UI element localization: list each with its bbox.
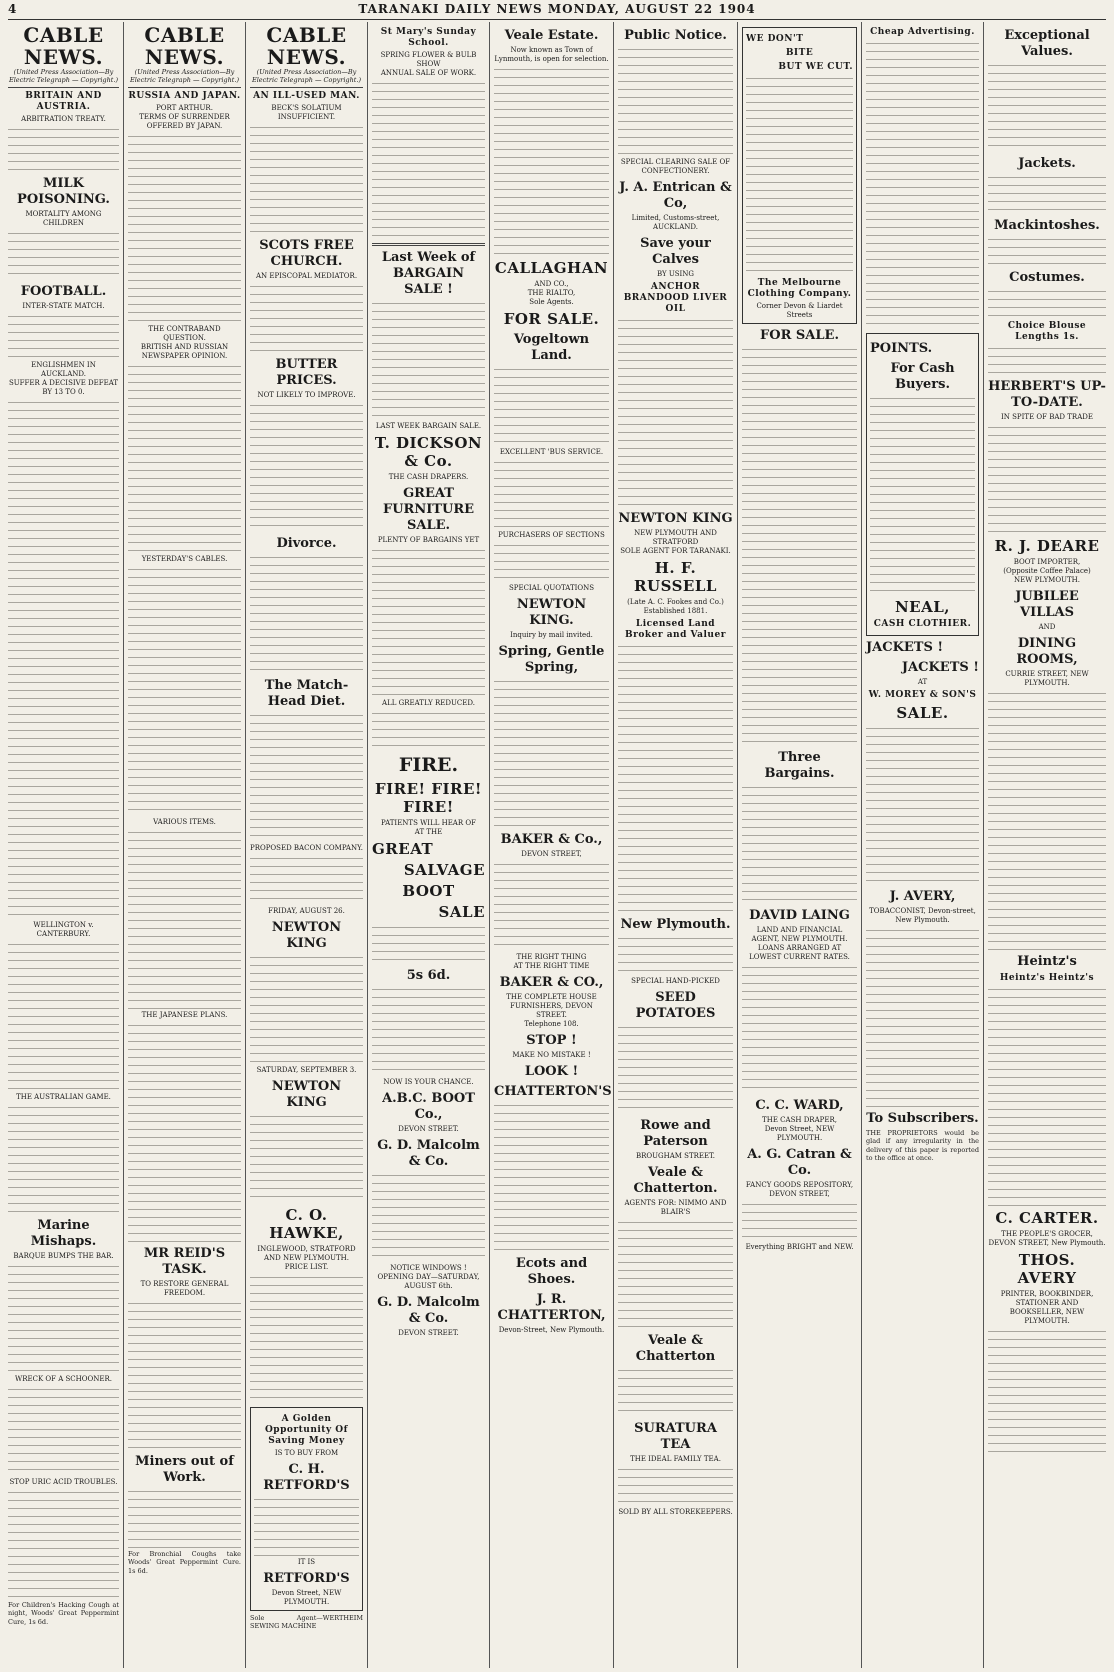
ad-heading: DINING ROOMS, — [1016, 636, 1078, 667]
article-text — [372, 300, 485, 420]
ad-heading: T. DICKSON & Co. — [374, 434, 483, 470]
melbourne-clothing-ad — [742, 27, 857, 324]
ad-line: DEVON STREET. — [398, 1125, 459, 1133]
ad-heading: FIRE. — [398, 754, 459, 776]
ad-line: (Late A. C. Fookes and Co.) — [627, 598, 724, 606]
ad-line: LOANS ARRANGED AT LOWEST CURRENT RATES. — [749, 944, 850, 961]
ad-line: OPENING DAY—SATURDAY, AUGUST 6th. — [377, 1273, 480, 1290]
ad-heading: FOR SALE. — [503, 310, 600, 328]
ad-line: TOBACCONIST, Devon-street, New Plymouth. — [869, 907, 976, 924]
cable-news-heading: CABLE NEWS. — [266, 23, 347, 69]
article-text — [746, 75, 853, 275]
ad-heading: JACKETS ! — [866, 640, 944, 655]
section-heading: MR REID'S TASK. — [143, 1246, 226, 1277]
article-text — [8, 1263, 119, 1373]
article-text — [8, 230, 119, 280]
ad-heading: FIRE! FIRE! FIRE! — [374, 780, 483, 816]
ad-heading: J. R. CHATTERTON, — [497, 1292, 606, 1323]
ad-heading: C. C. WARD, — [755, 1098, 844, 1113]
ad-line: THE COMPLETE HOUSE FURNISHERS, DEVON STREET. — [506, 993, 597, 1019]
ad-heading: Veale Estate. — [504, 28, 599, 43]
credit-line: (United Press Association—By Electric Telegraph — Copyright.) — [8, 68, 118, 84]
ad-heading: R. J. DEARE — [994, 537, 1100, 555]
ad-line: SPECIAL CLEARING SALE OF CONFECTIONERY. — [620, 158, 731, 175]
article-text — [372, 80, 485, 240]
ad-heading: J. AVERY, — [889, 889, 956, 904]
subheading: AN EPISCOPAL MEDIATOR. — [255, 272, 358, 280]
ad-line: SOLD BY ALL STOREKEEPERS. — [618, 1508, 733, 1516]
ad-line: THE CASH DRAPER, — [762, 1116, 837, 1124]
article-text — [988, 986, 1106, 1206]
column-4 — [368, 22, 490, 1668]
ad-heading: HERBERT'S UP-TO-DATE. — [988, 379, 1106, 410]
article-text — [988, 345, 1106, 375]
ad-heading: FOR SALE. — [760, 328, 839, 343]
article-text — [8, 313, 119, 359]
ad-heading: BITE — [785, 48, 814, 58]
ad-heading: CASH CLOTHIER. — [873, 619, 972, 629]
subheading: TERMS OF SURRENDER OFFERED BY JAPAN. — [139, 113, 230, 130]
section-heading: FOOTBALL. — [20, 284, 107, 299]
article-text — [742, 1201, 857, 1241]
article-text — [250, 402, 363, 532]
article-text — [988, 288, 1106, 318]
ad-line: CURRIE STREET, NEW PLYMOUTH. — [1005, 670, 1089, 687]
ad-line: Established 1881. — [643, 607, 708, 615]
ad-line: Devon Street, NEW PLYMOUTH. — [271, 1589, 342, 1606]
ad-line: THE IDEAL FAMILY TEA. — [630, 1455, 721, 1463]
subheading: THE JAPANESE PLANS. — [141, 1011, 228, 1019]
article-text — [372, 710, 485, 750]
article-text — [742, 964, 857, 1094]
column-3 — [246, 22, 368, 1668]
subheading: THE CONTRABAND QUESTION. — [148, 325, 221, 342]
article-text — [250, 283, 363, 353]
ad-line: Devon Street, NEW PLYMOUTH. — [764, 1125, 835, 1142]
ad-line: LAND AND FINANCIAL AGENT, NEW PLYMOUTH. — [751, 926, 848, 943]
ad-heading: C. H. RETFORD'S — [263, 1462, 350, 1493]
ad-line: THE CASH DRAPERS. — [388, 473, 469, 481]
ad-line: (Opposite Coffee Palace) — [1003, 567, 1091, 575]
article-text — [8, 1489, 119, 1599]
article-text — [128, 363, 241, 553]
ad-line: Sole Agents. — [529, 298, 574, 306]
article-text — [618, 317, 733, 507]
ad-heading: Exceptional Values. — [1004, 28, 1090, 59]
article-text — [494, 366, 609, 446]
article-text — [250, 124, 363, 234]
ad-line: BROUGHAM STREET. — [635, 1152, 716, 1160]
ad-heading: SALE — [438, 903, 485, 921]
subheading: INGLEWOOD, STRATFORD AND NEW PLYMOUTH. — [257, 1245, 356, 1262]
ad-line: Inquiry by mail invited. — [510, 631, 593, 639]
article-text — [8, 941, 119, 1091]
ad-line: THE PEOPLE'S GROCER, DEVON STREET, New Plymouth. — [988, 1230, 1106, 1247]
ad-line: Limited, Customs-street, AUCKLAND. — [631, 214, 720, 231]
article-text — [250, 1113, 363, 1203]
ad-line: PATIENTS WILL HEAR OF — [381, 819, 476, 827]
article-text — [128, 1488, 241, 1548]
ad-heading: Mackintoshes. — [994, 218, 1100, 233]
column-5 — [490, 22, 614, 1668]
section-heading: Miners out of Work. — [135, 1454, 234, 1485]
subheading: TO RESTORE GENERAL FREEDOM. — [140, 1280, 229, 1297]
column-1 — [4, 22, 124, 1668]
ad-heading: Heintz's Heintz's — [999, 973, 1095, 983]
ad-line: NEW PLYMOUTH. — [1014, 576, 1080, 584]
ad-heading: NEWTON KING — [618, 511, 733, 526]
ad-line: DEVON STREET. — [398, 1329, 459, 1337]
subheading: WELLINGTON v. CANTERBURY. — [33, 921, 94, 938]
ad-heading: BAKER & Co., — [500, 832, 603, 847]
article-text — [8, 126, 119, 172]
ad-line: MAKE NO MISTAKE ! — [512, 1051, 591, 1059]
ad-heading: Public Notice. — [624, 28, 727, 43]
ad-heading: BAKER & CO., — [499, 975, 604, 990]
subheading: PORT ARTHUR. — [156, 104, 213, 112]
credit-line: (United Press Association—By Electric Telegraph — Copyright.) — [251, 68, 361, 84]
ad-heading: 5s 6d. — [406, 968, 451, 983]
ad-line: Sole Agent—WERTHEIM SEWING MACHINE — [250, 1614, 363, 1631]
ad-line: AT THE — [414, 828, 443, 836]
ad-line: ALL GREATLY REDUCED. — [382, 699, 475, 707]
ad-line: PURCHASERS OF SECTIONS — [498, 531, 605, 539]
ad-heading: J. A. Entrican & Co, — [619, 180, 732, 211]
ad-line: SOLE AGENT FOR TARANAKI. — [620, 547, 731, 555]
subheading: YESTERDAY'S CABLES. — [141, 555, 228, 563]
ad-heading: POINTS. — [870, 341, 933, 356]
subheading: FRIDAY, AUGUST 26. — [268, 907, 345, 915]
article-text — [742, 784, 857, 904]
ad-heading: Last Week of BARGAIN SALE ! — [381, 250, 476, 297]
subheading: STOP URIC ACID TROUBLES. — [9, 1478, 118, 1486]
ad-line: NOTICE WINDOWS ! — [390, 1264, 467, 1272]
subheading: SUFFER A DECISIVE DEFEAT BY 13 TO 0. — [8, 379, 119, 396]
article-text — [494, 66, 609, 256]
article-text — [494, 542, 609, 582]
ad-heading: LOOK ! — [524, 1064, 579, 1079]
ad-heading: BOOT — [402, 882, 455, 900]
article-text — [254, 1496, 359, 1556]
ad-line: AT THE RIGHT TIME — [513, 962, 590, 970]
ad-heading: DAVID LAING — [749, 908, 850, 923]
ad-line: SPECIAL QUOTATIONS — [508, 584, 595, 592]
ad-heading: G. D. Malcolm & Co. — [377, 1295, 480, 1326]
ad-heading: SALE. — [896, 704, 949, 722]
credit-line: (United Press Association—By Electric Telegraph — Copyright.) — [129, 68, 239, 84]
article-text — [128, 1300, 241, 1450]
article-text — [618, 1367, 733, 1417]
columns — [4, 22, 1110, 1668]
ad-line: AND — [1038, 623, 1056, 631]
article-text — [128, 1022, 241, 1242]
ad-line: IT IS — [297, 1558, 316, 1566]
ad-line: AGENTS FOR: NIMMO AND BLAIR'S — [624, 1199, 727, 1216]
article-text — [988, 424, 1106, 534]
article-text — [618, 1466, 733, 1506]
retford-ad — [250, 1407, 363, 1611]
footer-ad: For Bronchial Coughs take Woods' Great Peppermint Cure. 1s 6d. — [128, 1550, 241, 1575]
footer-ad: For Children's Hacking Cough at night, Woods' Great Peppermint Cure, 1s 6d. — [8, 1601, 119, 1626]
ad-line: SPRING FLOWER & BULB SHOW — [380, 51, 477, 68]
article-text — [618, 935, 733, 975]
section-heading: The Match-Head Diet. — [264, 678, 349, 709]
subheading: WRECK OF A SCHOONER. — [15, 1375, 112, 1383]
ad-line: EXCELLENT 'BUS SERVICE. — [499, 448, 604, 456]
ad-line: BOOT IMPORTER, — [1013, 558, 1081, 566]
subheading: VARIOUS ITEMS. — [153, 818, 216, 826]
article-text — [8, 1386, 119, 1476]
ad-heading: Heintz's — [1017, 954, 1077, 969]
section-heading: BRITAIN AND AUSTRIA. — [25, 91, 102, 112]
article-text — [988, 174, 1106, 214]
column-2 — [124, 22, 246, 1668]
subheading: PROPOSED BACON COMPANY. — [250, 844, 364, 852]
ad-heading: BUT WE CUT. — [778, 62, 853, 72]
ad-line: Now known as Town of Lynmouth, is open for selection. — [494, 46, 609, 63]
ad-heading: A.B.C. BOOT Co., — [382, 1091, 475, 1122]
ad-heading: C. CARTER. — [995, 1209, 1099, 1227]
article-text — [494, 1102, 609, 1252]
ad-heading: JACKETS ! — [901, 660, 979, 675]
ad-heading: Rowe and Paterson — [640, 1118, 711, 1149]
column-9 — [984, 22, 1110, 1668]
masthead — [8, 2, 1106, 20]
article-text — [618, 46, 733, 156]
article-text — [866, 927, 979, 1107]
article-text — [988, 62, 1106, 152]
subheading: NOT LIKELY TO IMPROVE. — [257, 391, 356, 399]
article-text — [618, 643, 733, 913]
ad-heading: Vogeltown Land. — [513, 332, 590, 363]
ad-line: THE PROPRIETORS would be glad if any irregularity in the delivery of this paper is reported to the office at once. — [866, 1129, 979, 1163]
cable-news-heading: CABLE NEWS. — [144, 23, 225, 69]
section-heading: Divorce. — [276, 536, 337, 551]
article-text — [866, 40, 979, 330]
section-heading: NEWTON KING — [271, 920, 342, 951]
ad-line: AT — [917, 678, 928, 686]
ad-heading: Veale & Chatterton. — [633, 1165, 718, 1196]
article-text — [128, 829, 241, 1009]
ad-heading: THOS. AVERY — [1017, 1251, 1077, 1287]
article-text — [250, 855, 363, 905]
subheading: PRICE LIST. — [284, 1263, 329, 1271]
ad-heading: Ecots and Shoes. — [515, 1256, 588, 1287]
subheading: INTER-STATE MATCH. — [22, 302, 105, 310]
subheading: ARBITRATION TREATY. — [21, 115, 106, 123]
masthead-title: TARANAKI DAILY NEWS MONDAY, AUGUST 22 1904 — [358, 2, 756, 16]
ad-heading: A Golden Opportunity Of Saving Money — [264, 1414, 349, 1446]
ad-line: Telephone 108. — [524, 1020, 579, 1028]
section-heading: RUSSIA AND JAPAN. — [128, 91, 241, 101]
ad-heading: WE DON'T — [746, 34, 804, 44]
subheading: SATURDAY, SEPTEMBER 3. — [256, 1066, 357, 1074]
article-text — [372, 547, 485, 697]
article-text — [988, 690, 1106, 950]
section-heading: NEWTON KING — [271, 1079, 342, 1110]
page-number: 4 — [8, 2, 18, 16]
ad-heading: Licensed Land Broker and Valuer — [625, 619, 726, 640]
section-heading: MILK POISONING. — [17, 176, 110, 207]
ad-line: DEVON STREET, — [521, 850, 582, 858]
ad-heading: GREAT FURNITURE SALE. — [382, 486, 475, 533]
article-text — [250, 954, 363, 1064]
ad-line: AND CO., — [534, 280, 569, 288]
ad-heading: GREAT — [372, 840, 434, 858]
ad-line: FANCY GOODS REPOSITORY, DEVON STREET, — [745, 1181, 854, 1198]
ad-heading: St Mary's Sunday School. — [380, 27, 477, 48]
ad-line: PLENTY OF BARGAINS YET — [377, 536, 480, 544]
article-text — [494, 459, 609, 529]
ad-heading: STOP ! — [526, 1033, 577, 1048]
ad-heading: RETFORD'S — [263, 1571, 350, 1586]
article-text — [494, 861, 609, 951]
ad-heading: CHATTERTON'S — [494, 1084, 612, 1099]
ad-line: IN SPITE OF BAD TRADE — [1001, 413, 1093, 421]
article-text — [372, 924, 485, 964]
ad-heading: SEED POTATOES — [635, 990, 716, 1021]
article-text — [870, 395, 975, 595]
ad-heading: Save your Calves — [640, 236, 711, 267]
ad-heading: Costumes. — [1009, 270, 1085, 285]
ad-heading: Veale & Chatterton — [635, 1333, 716, 1364]
article-text — [742, 346, 857, 746]
ad-heading: Cheap Advertising. — [870, 27, 975, 37]
ad-line: Devon-Street, New Plymouth. — [498, 1326, 605, 1334]
ad-heading: CALLAGHAN — [494, 259, 609, 277]
subheading: ENGLISHMEN IN AUCKLAND. — [31, 361, 96, 378]
ad-heading: H. F. RUSSELL — [634, 559, 717, 595]
ad-heading: The Melbourne Clothing Company. — [747, 278, 852, 299]
article-text — [250, 554, 363, 674]
subheading: BRITISH AND RUSSIAN NEWSPAPER OPINION. — [140, 343, 229, 360]
points-ad — [866, 333, 979, 636]
ad-heading: JUBILEE VILLAS — [1015, 589, 1079, 620]
subheading: BECK'S SOLATIUM INSUFFICIENT. — [271, 104, 342, 121]
ad-line: SPECIAL HAND-PICKED — [631, 977, 720, 985]
ad-line: IS TO BUY FROM — [274, 1449, 339, 1457]
ad-heading: Spring, Gentle Spring, — [498, 644, 605, 675]
article-text — [250, 712, 363, 842]
article-text — [128, 566, 241, 816]
ad-line: NOW IS YOUR CHANCE. — [383, 1078, 474, 1086]
ad-line: Everything BRIGHT and NEW. — [745, 1243, 854, 1251]
article-text — [866, 725, 979, 885]
section-heading: AN ILL-USED MAN. — [253, 91, 360, 101]
section-heading: SCOTS FREE CHURCH. — [259, 238, 354, 269]
article-text — [494, 678, 609, 828]
ad-line: THE RIGHT THING — [516, 953, 587, 961]
article-text — [250, 1274, 363, 1404]
ad-heading: C. O. HAWKE, — [269, 1206, 344, 1242]
ad-heading: SALVAGE — [403, 861, 485, 879]
article-text — [372, 1172, 485, 1262]
ad-line: LAST WEEK BARGAIN SALE. — [375, 422, 482, 430]
ad-line: NEW PLYMOUTH AND STRATFORD — [634, 529, 717, 546]
ad-heading: ANCHOR BRANDOOD LIVER OIL — [623, 282, 728, 314]
article-text — [128, 133, 241, 323]
column-7 — [738, 22, 862, 1668]
ad-heading: NEAL, — [894, 598, 951, 616]
subheading: MORTALITY AMONG CHILDREN — [25, 210, 102, 227]
column-8 — [862, 22, 984, 1668]
article-text — [618, 1024, 733, 1114]
subheading: THE AUSTRALIAN GAME. — [16, 1093, 111, 1101]
article-text — [372, 986, 485, 1076]
column-6 — [614, 22, 738, 1668]
ad-heading: W. MOREY & SON'S — [868, 690, 977, 700]
article-text — [988, 236, 1106, 266]
ad-heading: New Plymouth. — [620, 917, 731, 932]
ad-heading: SURATURA TEA — [634, 1421, 717, 1452]
ad-heading: Jackets. — [1018, 156, 1076, 171]
article-text — [8, 1104, 119, 1214]
subheading: BARQUE BUMPS THE BAR. — [13, 1252, 114, 1260]
section-heading: Marine Mishaps. — [30, 1218, 97, 1249]
ad-heading: For Cash Buyers. — [890, 361, 955, 392]
cable-news-heading: CABLE NEWS. — [23, 23, 104, 69]
ad-heading: G. D. Malcolm & Co. — [377, 1138, 480, 1169]
ad-line: Corner Devon & Liardet Streets — [756, 302, 843, 319]
article-text — [8, 399, 119, 919]
ad-line: PRINTER, BOOKBINDER, STATIONER AND BOOKSELLER, NEW PLYMOUTH. — [1000, 1290, 1094, 1325]
ad-line: THE RIALTO, — [527, 289, 576, 297]
article-text — [618, 1219, 733, 1329]
ad-line: ANNUAL SALE OF WORK. — [380, 69, 477, 77]
ad-line: BY USING — [656, 270, 695, 278]
ad-heading: NEWTON KING. — [516, 597, 587, 628]
ad-heading: To Subscribers. — [866, 1111, 979, 1126]
ad-heading: Choice Blouse Lengths 1s. — [1007, 321, 1087, 342]
ad-heading: A. G. Catran & Co. — [747, 1147, 852, 1178]
section-heading: BUTTER PRICES. — [275, 357, 338, 388]
ad-heading: Three Bargains. — [764, 750, 835, 781]
article-text — [988, 1328, 1106, 1458]
